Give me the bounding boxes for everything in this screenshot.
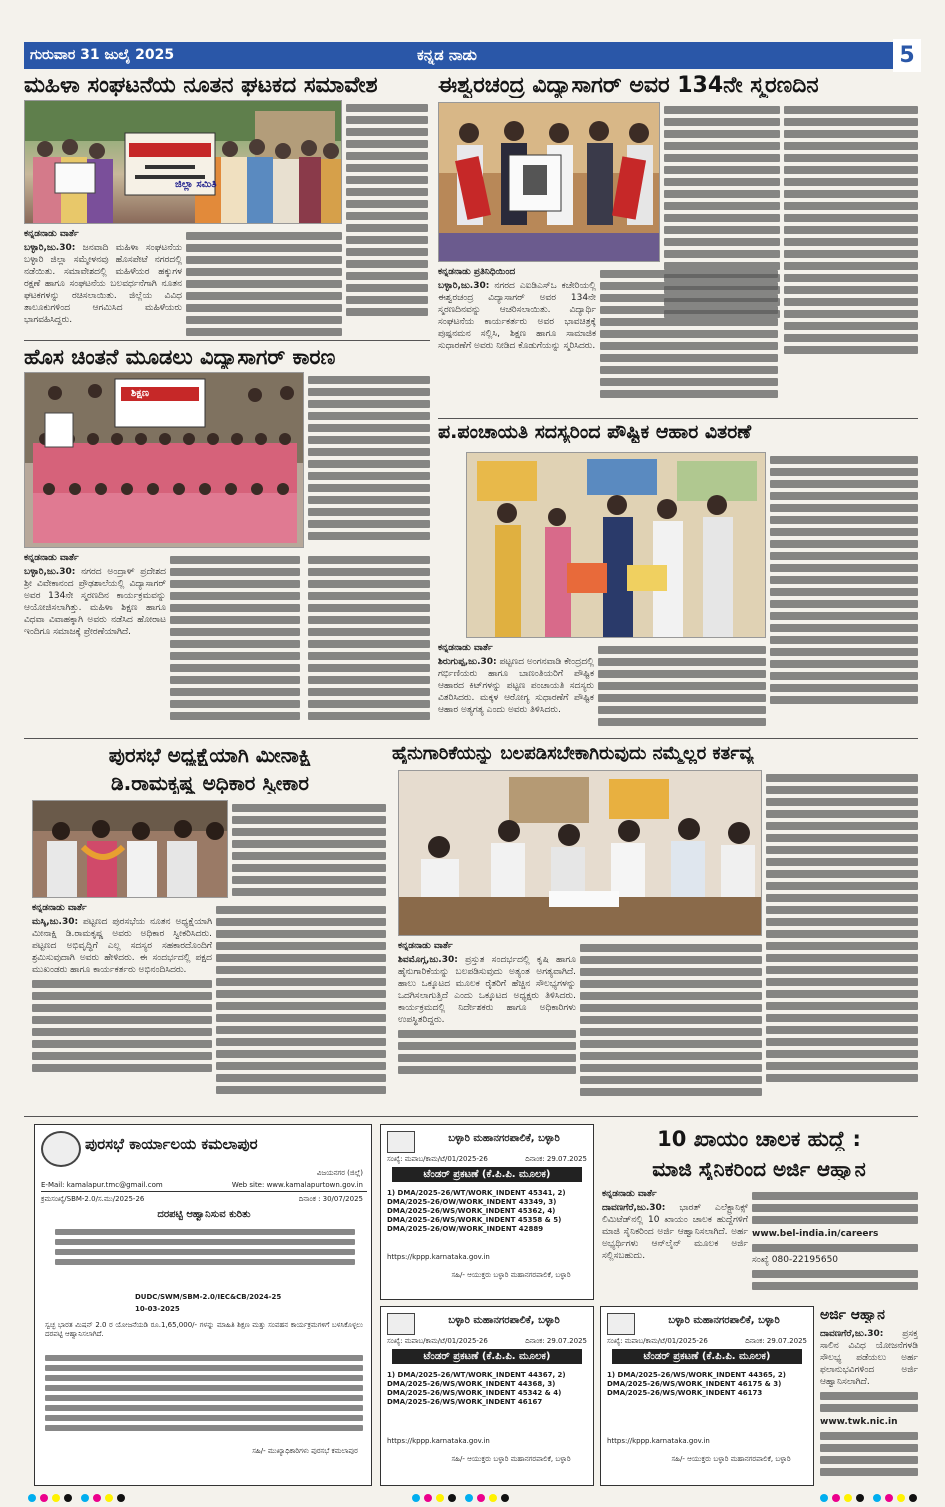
arji-website[interactable]: www.twk.nic.in: [820, 1417, 898, 1428]
purasabhe-headline-2: ಡಿ.ರಾಮಕೃಷ್ಣ ಅಧಿಕಾರ ಸ್ವೀಕಾರ: [111, 772, 309, 794]
govt-seal-icon: [41, 1131, 81, 1167]
panchayat-dateline: ಕನ್ನಡನಾಡು ವಾರ್ತೆ: [438, 643, 493, 653]
hainugarike-dateline: ಕನ್ನಡನಾಡು ವಾರ್ತೆ: [398, 941, 453, 951]
panchayat-body: ಪಟ್ಟಣದ ಅಂಗನವಾಡಿ ಕೇಂದ್ರದಲ್ಲಿ ಗರ್ಭಿಣಿಯರು ಹಾಗೂ ಬಾಣಂತಿಯರಿಗೆ ಪೌಷ್ಟಿಕ ಆಹಾರದ ಕಿಟ್‌ಗಳನ್ನು ಪಟ್ಟಣ ಪಂಚಾಯತಿ ಸದಸ್ಯರು ವಿತರಿಸಿದರು. ಮಕ್ಕಳ ಆರೋಗ್ಯ ಸುಧಾರಣೆಗೆ ಪೌಷ್ಟಿಕ ಆಹಾರ ಅತ್ಯಗತ್ಯ ಎಂದು ಅವರು ತಿಳಿಸಿದರು.: [438, 657, 594, 716]
mahila-col-1: [24, 228, 182, 340]
tender-1-sign: ಸಹಿ/- ಆಯುಕ್ತರು ಬಳ್ಳಾರಿ ಮಹಾನಗರಪಾಲಿಕೆ, ಬಳ್ಳಾರಿ: [451, 1271, 571, 1279]
chintane-place: ಬಳ್ಳಾರಿ,ಜು.30:: [24, 567, 76, 578]
mahila-banner-text: ಜಿಲ್ಲಾ ಸಮಿತಿ: [175, 179, 217, 190]
tender-2-sign: ಸಹಿ/- ಆಯುಕ್ತರು ಬಳ್ಳಾರಿ ಮಹಾನಗರಪಾಲಿಕೆ, ಬಳ್ಳಾರಿ: [451, 1455, 571, 1463]
purasabhe-dateline: ಕನ್ನಡನಾಡು ವಾರ್ತೆ: [32, 903, 87, 913]
page-number: 5: [893, 39, 921, 72]
mahila-col-2: [186, 228, 342, 340]
chintane-col-3: [308, 372, 430, 550]
vidyasagar-dateline: ಕನ್ನಡನಾಡು ಪ್ರತಿನಿಧಿಯಿಂದ: [438, 267, 516, 277]
mahila-photo: [24, 100, 342, 224]
tender-3-sign: ಸಹಿ/- ಆಯುಕ್ತರು ಬಳ್ಳಾರಿ ಮಹಾನಗರಪಾಲಿಕೆ, ಬಳ್ಳಾರಿ: [671, 1455, 791, 1463]
panchayat-col-2: [598, 642, 766, 730]
hainugarike-col-2: [580, 940, 762, 1112]
tender-2-title: ಬಳ್ಳಾರಿ ಮಹಾನಗರಪಾಲಿಕೆ, ಬಳ್ಳಾರಿ: [448, 1315, 560, 1326]
panchayat-col-1: [438, 642, 594, 730]
kamalapur-district: ವಿಜಯನಗರ (ಜಿಲ್ಲೆ): [316, 1169, 363, 1177]
arji-headline: ಅರ್ಜಿ ಆಹ್ವಾನ: [820, 1308, 885, 1323]
tender-2-notice: ಟೆಂಡರ್ ಪ್ರಕಟಣೆ (ಕೆ.ಪಿ.ಪಿ. ಮೂಲಕ): [392, 1349, 583, 1364]
color-registration-right: [820, 1487, 921, 1495]
hainugarike-col-3: [766, 770, 918, 1112]
chalaka-dateline: ಕನ್ನಡನಾಡು ವಾರ್ತೆ: [602, 1189, 657, 1199]
purasabhe-col-right: [232, 800, 386, 898]
mahila-body: ಜನವಾದಿ ಮಹಿಳಾ ಸಂಘಟನೆಯ ಬಳ್ಳಾರಿ ಜಿಲ್ಲಾ ಸಮ್ಮೇಳನವು ಹೊಸಪೇಟೆ ನಗರದಲ್ಲಿ ನಡೆಯಿತು. ಸಮಾವೇಶದಲ್ಲಿ ಮಹಿಳೆಯರ ಹಕ್ಕುಗಳ ರಕ್ಷಣೆ ಹಾಗೂ ಸಂಘಟನೆಯ ಬಲವರ್ಧನೆಗಾಗಿ ನೂತನ ಘಟಕಗಳನ್ನು ರಚಿಸಲಾಯಿತು. ಜಿಲ್ಲೆಯ ವಿವಿಧ ತಾಲೂಕುಗಳಿಂದ ಆಗಮಿಸಿದ ಮಹಿಳೆಯರು ಭಾಗವಹಿಸಿದ್ದರು.: [24, 243, 182, 326]
kamalapur-ref-code: DUDC/SWM/SBM-2.0/IEC&CB/2024-25: [135, 1293, 282, 1301]
chintane-photo: [24, 372, 304, 548]
tender-2-date: ದಿನಾಂಕ: 29.07.2025: [525, 1337, 587, 1345]
panchayat-place: ಶಿರುಗುಪ್ಪ,ಜು.30:: [438, 657, 497, 668]
chintane-col-4: [308, 552, 430, 734]
tender-1-date: ದಿನಾಂಕ: 29.07.2025: [525, 1155, 587, 1163]
bellary-logo-icon: [607, 1313, 635, 1335]
chalaka-headline-2: ಮಾಜಿ ಸೈನಿಕರಿಂದ ಅರ್ಜಿ ಆಹ್ವಾನ: [652, 1158, 866, 1180]
divider: [24, 340, 430, 341]
mahila-place: ಬಳ್ಳಾರಿ,ಜು.30:: [24, 243, 76, 254]
chalaka-col-1: [602, 1188, 748, 1300]
kamalapur-ref-date: 10-03-2025: [135, 1305, 180, 1313]
purasabhe-col-2: [216, 902, 386, 1112]
mahila-dateline: ಕನ್ನಡನಾಡು ವಾರ್ತೆ: [24, 229, 79, 239]
divider: [438, 418, 918, 419]
arji-body: ಪ್ರಸಕ್ತ ಸಾಲಿನ ವಿವಿಧ ಯೋಜನೆಗಳಡಿ ಸೌಲಭ್ಯ ಪಡೆಯಲು ಅರ್ಹ ಫಲಾನುಭವಿಗಳಿಂದ ಅರ್ಜಿ ಆಹ್ವಾನಿಸಲಾಗಿದೆ.: [820, 1329, 918, 1388]
panchayat-headline: ಪ.ಪಂಚಾಯತಿ ಸದಸ್ಯರಿಂದ ಪೌಷ್ಟಿಕ ಆಹಾರ ವಿತರಣೆ: [438, 422, 752, 443]
tender-3-title: ಬಳ್ಳಾರಿ ಮಹಾನಗರಪಾಲಿಕೆ, ಬಳ್ಳಾರಿ: [668, 1315, 780, 1326]
color-registration-center: [412, 1487, 513, 1495]
tender-1-website: https://kppp.karnataka.gov.in: [387, 1253, 490, 1261]
chintane-col-2: [170, 552, 300, 734]
kamalapur-date: ದಿನಾಂಕ : 30/07/2025: [298, 1195, 363, 1203]
vidyasagar-headline: ಈಶ್ವರಚಂದ್ರ ವಿದ್ಯಾಸಾಗರ್ ಅವರ 134ನೇ ಸ್ಮರಣದಿನ: [438, 74, 819, 98]
chalaka-headline-1: 10 ಖಾಯಂ ಚಾಲಕ ಹುದ್ದೆ :: [657, 1128, 861, 1151]
vidyasagar-photo: [438, 102, 660, 262]
masthead-bar: [24, 42, 919, 69]
color-registration-left: [28, 1487, 129, 1495]
hainugarike-headline: ಹೈನುಗಾರಿಕೆಯನ್ನು ಬಲಪಡಿಸಬೇಕಾಗಿರುವುದು ನಮ್ಮೆಲ್ಲರ ಕರ್ತವ್ಯ: [392, 744, 754, 764]
tender-2-ref: ಸಂಖ್ಯೆ: ಮಪಾಬ/ಕಾಮ/ಟೆ/01/2025-26: [387, 1337, 488, 1345]
vidyasagar-col-4: [784, 102, 918, 382]
tender-ad-3: [600, 1306, 814, 1486]
vidyasagar-col-1: [438, 266, 596, 416]
chintane-headline: ಹೊಸ ಚಿಂತನೆ ಮೂಡಲು ವಿದ್ಯಾಸಾಗರ್ ಕಾರಣ: [24, 346, 336, 369]
mahila-col-3: [346, 100, 428, 338]
kamalapur-signature: ಸಹಿ/- ಮುಖ್ಯಾಧಿಕಾರಿಗಳು ಪುರಸಭೆ ಕಮಲಾಪುರ: [252, 1447, 358, 1455]
bellary-logo-icon: [387, 1131, 415, 1153]
kamalapur-title: ಪುರಸಭೆ ಕಾರ್ಯಾಲಯ ಕಮಲಾಪುರ: [85, 1135, 258, 1153]
tender-1-title: ಬಳ್ಳಾರಿ ಮಹಾನಗರಪಾಲಿಕೆ, ಬಳ್ಳಾರಿ: [448, 1133, 560, 1144]
hainugarike-photo: [398, 770, 762, 936]
tender-2-body: 1) DMA/2025-26/WT/WORK_INDENT 44367, 2) DMA/2025-26/WS/WORK_INDENT 44368, 3) DMA/2025-26/WS/WORK_INDENT 45342 & 4) DMA/2025-26/WS/WORK_INDENT 46167: [387, 1371, 566, 1407]
kamalapur-ref: ಕ್ರಮಸಂಖ್ಯೆ/SBM-2.0/ಸ.ಮು/2025-26: [41, 1195, 145, 1203]
kamalapur-subtitle: ದರಪಟ್ಟಿ ಆಹ್ವಾನಿಸುವ ಕುರಿತು: [157, 1209, 251, 1220]
tender-ad-2: [380, 1306, 594, 1486]
mahila-headline: ಮಹಿಳಾ ಸಂಘಟನೆಯ ನೂತನ ಘಟಕದ ಸಮಾವೇಶ: [24, 74, 378, 98]
tender-2-website: https://kppp.karnataka.gov.in: [387, 1437, 490, 1445]
divider: [24, 1116, 918, 1117]
kamalapur-website: Web site: www.kamalapurtown.gov.in: [231, 1181, 363, 1189]
kamalapur-amount: ಸ್ವಚ್ಛ ಭಾರತ ಮಿಷನ್ 2.0 ರ ಯೋಜನೆಯಡಿ ರೂ.1,65,000/- ಗಳನ್ನು ಮಾಹಿತಿ ಶಿಕ್ಷಣ ಮತ್ತು ಸಂವಹನ ಕಾರ್ಯಕ್ರಮಗಳಿಗೆ ಬಳಸಿಕೊಳ್ಳಲು ದರಪಟ್ಟಿ ಆಹ್ವಾನಿಸಲಾಗಿದೆ.: [45, 1321, 363, 1339]
arji-col: [820, 1328, 918, 1486]
chintane-banner-text: ಶಿಕ್ಷಣ: [131, 388, 149, 399]
chintane-col-1: [24, 552, 166, 734]
kamalapur-email: E-Mail: kamalapur.tmc@gmail.com: [41, 1181, 163, 1189]
panchayat-col-3: [770, 452, 918, 722]
chalaka-body: ಭಾರತ್ ಎಲೆಕ್ಟ್ರಾನಿಕ್ಸ್ ಲಿಮಿಟೆಡ್‌ನಲ್ಲಿ 10 ಖಾಯಂ ಚಾಲಕ ಹುದ್ದೆಗಳಿಗೆ ಮಾಜಿ ಸೈನಿಕರಿಂದ ಅರ್ಜಿ ಆಹ್ವಾನಿಸಲಾಗಿದೆ. ಅರ್ಹ ಅಭ್ಯರ್ಥಿಗಳು ಆನ್‌ಲೈನ್ ಮೂಲಕ ಅರ್ಜಿ ಸಲ್ಲಿಸಬಹುದು.: [602, 1203, 748, 1262]
tender-3-ref: ಸಂಖ್ಯೆ: ಮಪಾಬ/ಕಾಮ/ಟೆ/01/2025-26: [607, 1337, 708, 1345]
arji-place: ದಾವಣಗೆರೆ,ಜು.30:: [820, 1329, 884, 1339]
vidyasagar-place: ಬಳ್ಳಾರಿ,ಜು.30:: [438, 281, 490, 292]
chalaka-phone: ಸಂಖ್ಯೆ 080-22195650: [752, 1255, 839, 1266]
purasabhe-place: ಮಸ್ಕಿ,ಜು.30:: [32, 917, 79, 928]
tender-1-body: 1) DMA/2025-26/WT/WORK_INDENT 45341, 2) DMA/2025-26/OW/WORK_INDENT 43349, 3) DMA/2025-26/WS/WORK_INDENT 45362, 4) DMA/2025-26/WS/WORK_INDENT 45358 & 5) DMA/2025-26/OW/WORK_INDENT 42889: [387, 1189, 566, 1234]
tender-3-body: 1) DMA/2025-26/WS/WORK_INDENT 44365, 2) DMA/2025-26/WS/WORK_INDENT 46175 & 3) DMA/2025-26/WS/WORK_INDENT 46173: [607, 1371, 786, 1398]
paper-name: ಕನ್ನಡ ನಾಡು: [417, 46, 477, 64]
hainugarike-col-1: [398, 940, 576, 1112]
tender-1-notice: ಟೆಂಡರ್ ಪ್ರಕಟಣೆ (ಕೆ.ಪಿ.ಪಿ. ಮೂಲಕ): [392, 1167, 583, 1182]
bellary-logo-icon: [387, 1313, 415, 1335]
tender-3-date: ದಿನಾಂಕ: 29.07.2025: [745, 1337, 807, 1345]
panchayat-photo: [466, 452, 766, 638]
hainugarike-body: ಪ್ರಸ್ತುತ ಸಂದರ್ಭದಲ್ಲಿ ಕೃಷಿ ಹಾಗೂ ಹೈನುಗಾರಿಕೆಯನ್ನು ಬಲಪಡಿಸುವುದು ಅತ್ಯಂತ ಅಗತ್ಯವಾಗಿದೆ. ಹಾಲು ಒಕ್ಕೂಟದ ಮೂಲಕ ರೈತರಿಗೆ ಹೆಚ್ಚಿನ ಸೌಲಭ್ಯಗಳನ್ನು ಒದಗಿಸಲಾಗುತ್ತಿದೆ ಎಂದು ಒಕ್ಕೂಟದ ಅಧ್ಯಕ್ಷರು ತಿಳಿಸಿದರು. ಕಾರ್ಯಕ್ರಮದಲ್ಲಿ ನಿರ್ದೇಶಕರು ಹಾಗೂ ಅಧಿಕಾರಿಗಳು ಉಪಸ್ಥಿತರಿದ್ದರು.: [398, 955, 576, 1026]
chalaka-website[interactable]: www.bel-india.in/careers: [752, 1229, 879, 1239]
tender-ad-1: [380, 1124, 594, 1300]
vidyasagar-body: ನಗರದ ಎಐಡಿಎಸ್ಒ ಕಚೇರಿಯಲ್ಲಿ ಈಶ್ವರಚಂದ್ರ ವಿದ್ಯಾಸಾಗರ್ ಅವರ 134ನೇ ಸ್ಮರಣದಿನವನ್ನು ಆಚರಿಸಲಾಯಿತು. ವಿದ್ಯಾರ್ಥಿ ಸಂಘಟನೆಯ ಕಾರ್ಯಕರ್ತರು ಅವರ ಭಾವಚಿತ್ರಕ್ಕೆ ಪುಷ್ಪನಮನ ಸಲ್ಲಿಸಿ, ಶಿಕ್ಷಣ ಹಾಗೂ ಸಾಮಾಜಿಕ ಸುಧಾರಣೆಗೆ ಅವರು ನೀಡಿದ ಕೊಡುಗೆಯನ್ನು ಸ್ಮರಿಸಿದರು.: [438, 281, 596, 352]
tender-3-website: https://kppp.karnataka.gov.in: [607, 1437, 710, 1445]
tender-3-notice: ಟೆಂಡರ್ ಪ್ರಕಟಣೆ (ಕೆ.ಪಿ.ಪಿ. ಮೂಲಕ): [612, 1349, 803, 1364]
kamalapur-notice-ad: [34, 1124, 372, 1486]
purasabhe-photo: [32, 800, 228, 898]
hainugarike-place: ಶಿವಮೊಗ್ಗ,ಜು.30:: [398, 955, 458, 966]
chalaka-col-2: [752, 1188, 918, 1300]
purasabhe-headline-1: ಪುರಸಭೆ ಅಧ್ಯಕ್ಷೆಯಾಗಿ ಮೀನಾಕ್ಷಿ: [108, 744, 312, 766]
chintane-dateline: ಕನ್ನಡನಾಡು ವಾರ್ತೆ: [24, 553, 79, 563]
vidyasagar-col-2: [600, 266, 778, 416]
tender-1-ref: ಸಂಖ್ಯೆ: ಮಪಾಬ/ಕಾಮ/ಟೆ/01/2025-26: [387, 1155, 488, 1163]
chalaka-place: ದಾವಣಗೆರೆ,ಜು.30:: [602, 1203, 666, 1214]
chintane-body: ನಗರದ ಅಂದ್ರಾಳ್ ಪ್ರದೇಶದ ಶ್ರೀ ವಿವೇಕಾನಂದ ಪ್ರೌಢಶಾಲೆಯಲ್ಲಿ ವಿದ್ಯಾಸಾಗರ್ ಅವರ 134ನೇ ಸ್ಮರಣದಿನ ಕಾರ್ಯಕ್ರಮವನ್ನು ಆಯೋಜಿಸಲಾಗಿತ್ತು. ಮಹಿಳಾ ಶಿಕ್ಷಣ ಹಾಗೂ ವಿಧವಾ ವಿವಾಹಕ್ಕಾಗಿ ಅವರು ನಡೆಸಿದ ಹೋರಾಟ ಇಂದಿಗೂ ಸಮಾಜಕ್ಕೆ ಪ್ರೇರಣೆಯಾಗಿದೆ.: [24, 567, 166, 638]
divider: [24, 738, 918, 739]
issue-date: ಗುರುವಾರ 31 ಜುಲೈ 2025: [30, 47, 175, 63]
purasabhe-body: ಪಟ್ಟಣದ ಪುರಸಭೆಯ ನೂತನ ಅಧ್ಯಕ್ಷೆಯಾಗಿ ಮೀನಾಕ್ಷಿ ಡಿ.ರಾಮಕೃಷ್ಣ ಅವರು ಅಧಿಕಾರ ಸ್ವೀಕರಿಸಿದರು. ಪಟ್ಟಣದ ಅಭಿವೃದ್ಧಿಗೆ ಎಲ್ಲ ಸದಸ್ಯರ ಸಹಕಾರದೊಂದಿಗೆ ಶ್ರಮಿಸುವುದಾಗಿ ಅವರು ಹೇಳಿದರು. ಈ ಸಂದರ್ಭದಲ್ಲಿ ಪಕ್ಷದ ಮುಖಂಡರು ಹಾಗೂ ಕಾರ್ಯಕರ್ತರು ಅಭಿನಂದಿಸಿದರು.: [32, 917, 212, 976]
purasabhe-col-1: [32, 902, 212, 1112]
